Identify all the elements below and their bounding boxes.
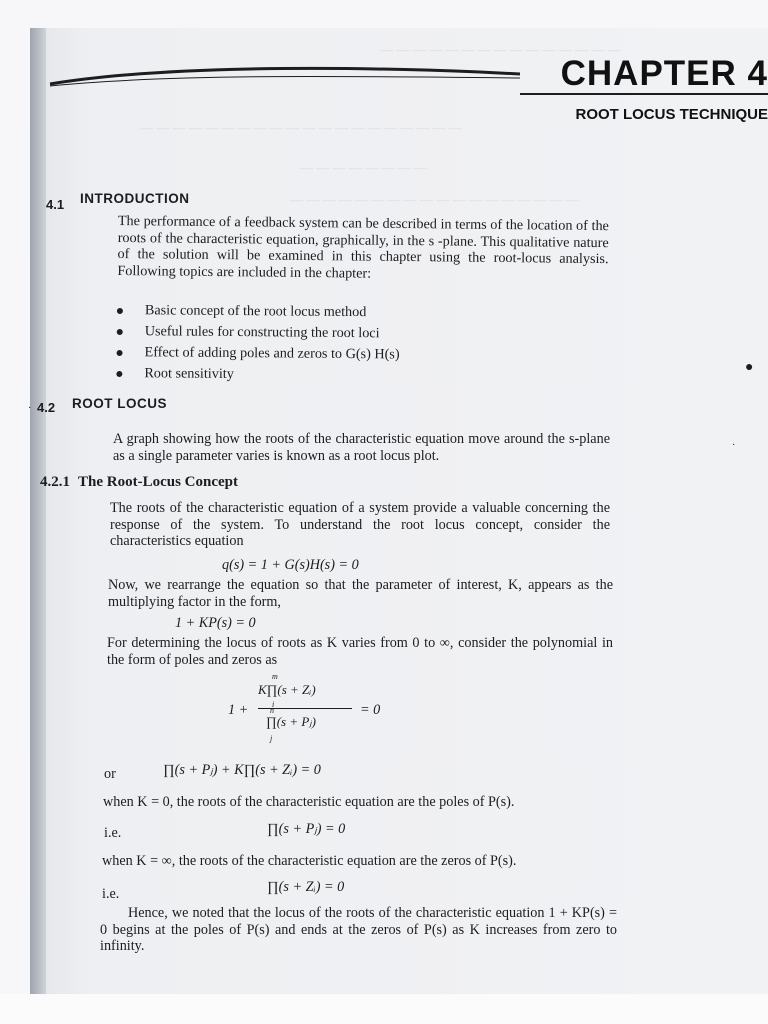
product-lower-limit: j [270,734,273,743]
section-heading: ROOT LOCUS [72,396,167,411]
equation-zeros: ∏(s + Zᵢ) = 0 [267,879,345,895]
bullet-item: Useful rules for constructing the root loci [117,323,400,346]
ie-label: i.e. [104,825,122,841]
intro-paragraph: The performance of a feedback system can be described in terms of the location of the roots of the characteristic equation, graphically, in the s -plane. This qualitative nature of the solution will be examined in this chapter using the root-locus analysis. Following topics are included in the chapter: [117,213,609,282]
show-through-text: — — — — — — — — [300,160,427,175]
equation-kp: 1 + KP(s) = 0 [175,615,256,631]
equation-fraction-rhs: = 0 [360,702,381,718]
subsection-number: 4.2.1 [40,474,70,490]
stray-ink-mark: · [732,440,736,451]
equation-characteristic: q(s) = 1 + G(s)H(s) = 0 [222,557,359,573]
show-through-text: — — — — — — — — — — — — — — — [380,42,621,57]
subsection-heading: The Root-Locus Concept [78,474,238,490]
when-k-infinity-text: when K = ∞, the roots of the characteristic equation are the zeros of P(s). [102,853,517,869]
chapter-subtitle: ROOT LOCUS TECHNIQUE [575,106,768,123]
section-heading: INTRODUCTION [80,191,190,206]
bullet-item: Basic concept of the root locus method [117,302,400,325]
product-lower-limit: i [272,700,275,709]
bullet-item: Root sensitivity [116,365,399,388]
equation-poles: ∏(s + Pⱼ) = 0 [267,821,346,837]
concept-paragraph-2: Now, we rearrange the equation so that the parameter of interest, K, appears as the multiplying factor in the form, [108,577,613,610]
ie-label: i.e. [102,886,120,902]
show-through-text: — — — — — — — — — — — — — — — — — — — — [140,120,462,135]
root-locus-paragraph: A graph showing how the roots of the characteristic equation move around the s-plane as a single parameter varies is known as a root locus plot. [113,431,610,464]
equation-sum-form: ∏(s + Pⱼ) + K∏(s + Zᵢ) = 0 [163,762,321,778]
product-upper-limit: n [270,706,274,715]
concept-paragraph-1: The roots of the characteristic equation of a system provide a valuable concerning the response of the system. To understand the root locus concept, consider the characteristics equation [110,500,610,549]
section-number: 4.2 [37,400,56,415]
bullet-item: Effect of adding poles and zeros to G(s) H(s) [116,344,399,367]
when-k-zero-text: when K = 0, the roots of the characteristic equation are the poles of P(s). [103,794,515,810]
fraction-denominator: ∏(s + Pⱼ) [266,714,316,729]
concept-paragraph-3: For determining the locus of roots as K varies from 0 to ∞, consider the polynomial in the form of poles and zeros as [107,635,613,668]
or-label: or [104,766,116,782]
stray-ink-mark: ● [745,360,754,375]
fraction-numerator: K∏(s + Zᵢ) [258,682,316,697]
show-through-text: — — — — — — — — — — — — — — — — — — [290,192,580,207]
equation-fraction-lhs: 1 + [228,702,249,718]
conclusion-paragraph: Hence, we noted that the locus of the roots of the characteristic equation 1 + KP(s) = 0 begins at the poles of P(s) and ends at the zeros of P(s) as K increases from zero to infinity. [100,905,617,954]
product-upper-limit: m [272,672,278,681]
page-spine-shadow [30,28,46,994]
chapter-title: CHAPTER 4 [560,54,768,93]
section-number: 4.1 [46,197,65,212]
page-bottom-margin [0,994,768,1024]
intro-bullet-list [116,302,400,388]
stray-ink-mark: · [28,403,32,414]
